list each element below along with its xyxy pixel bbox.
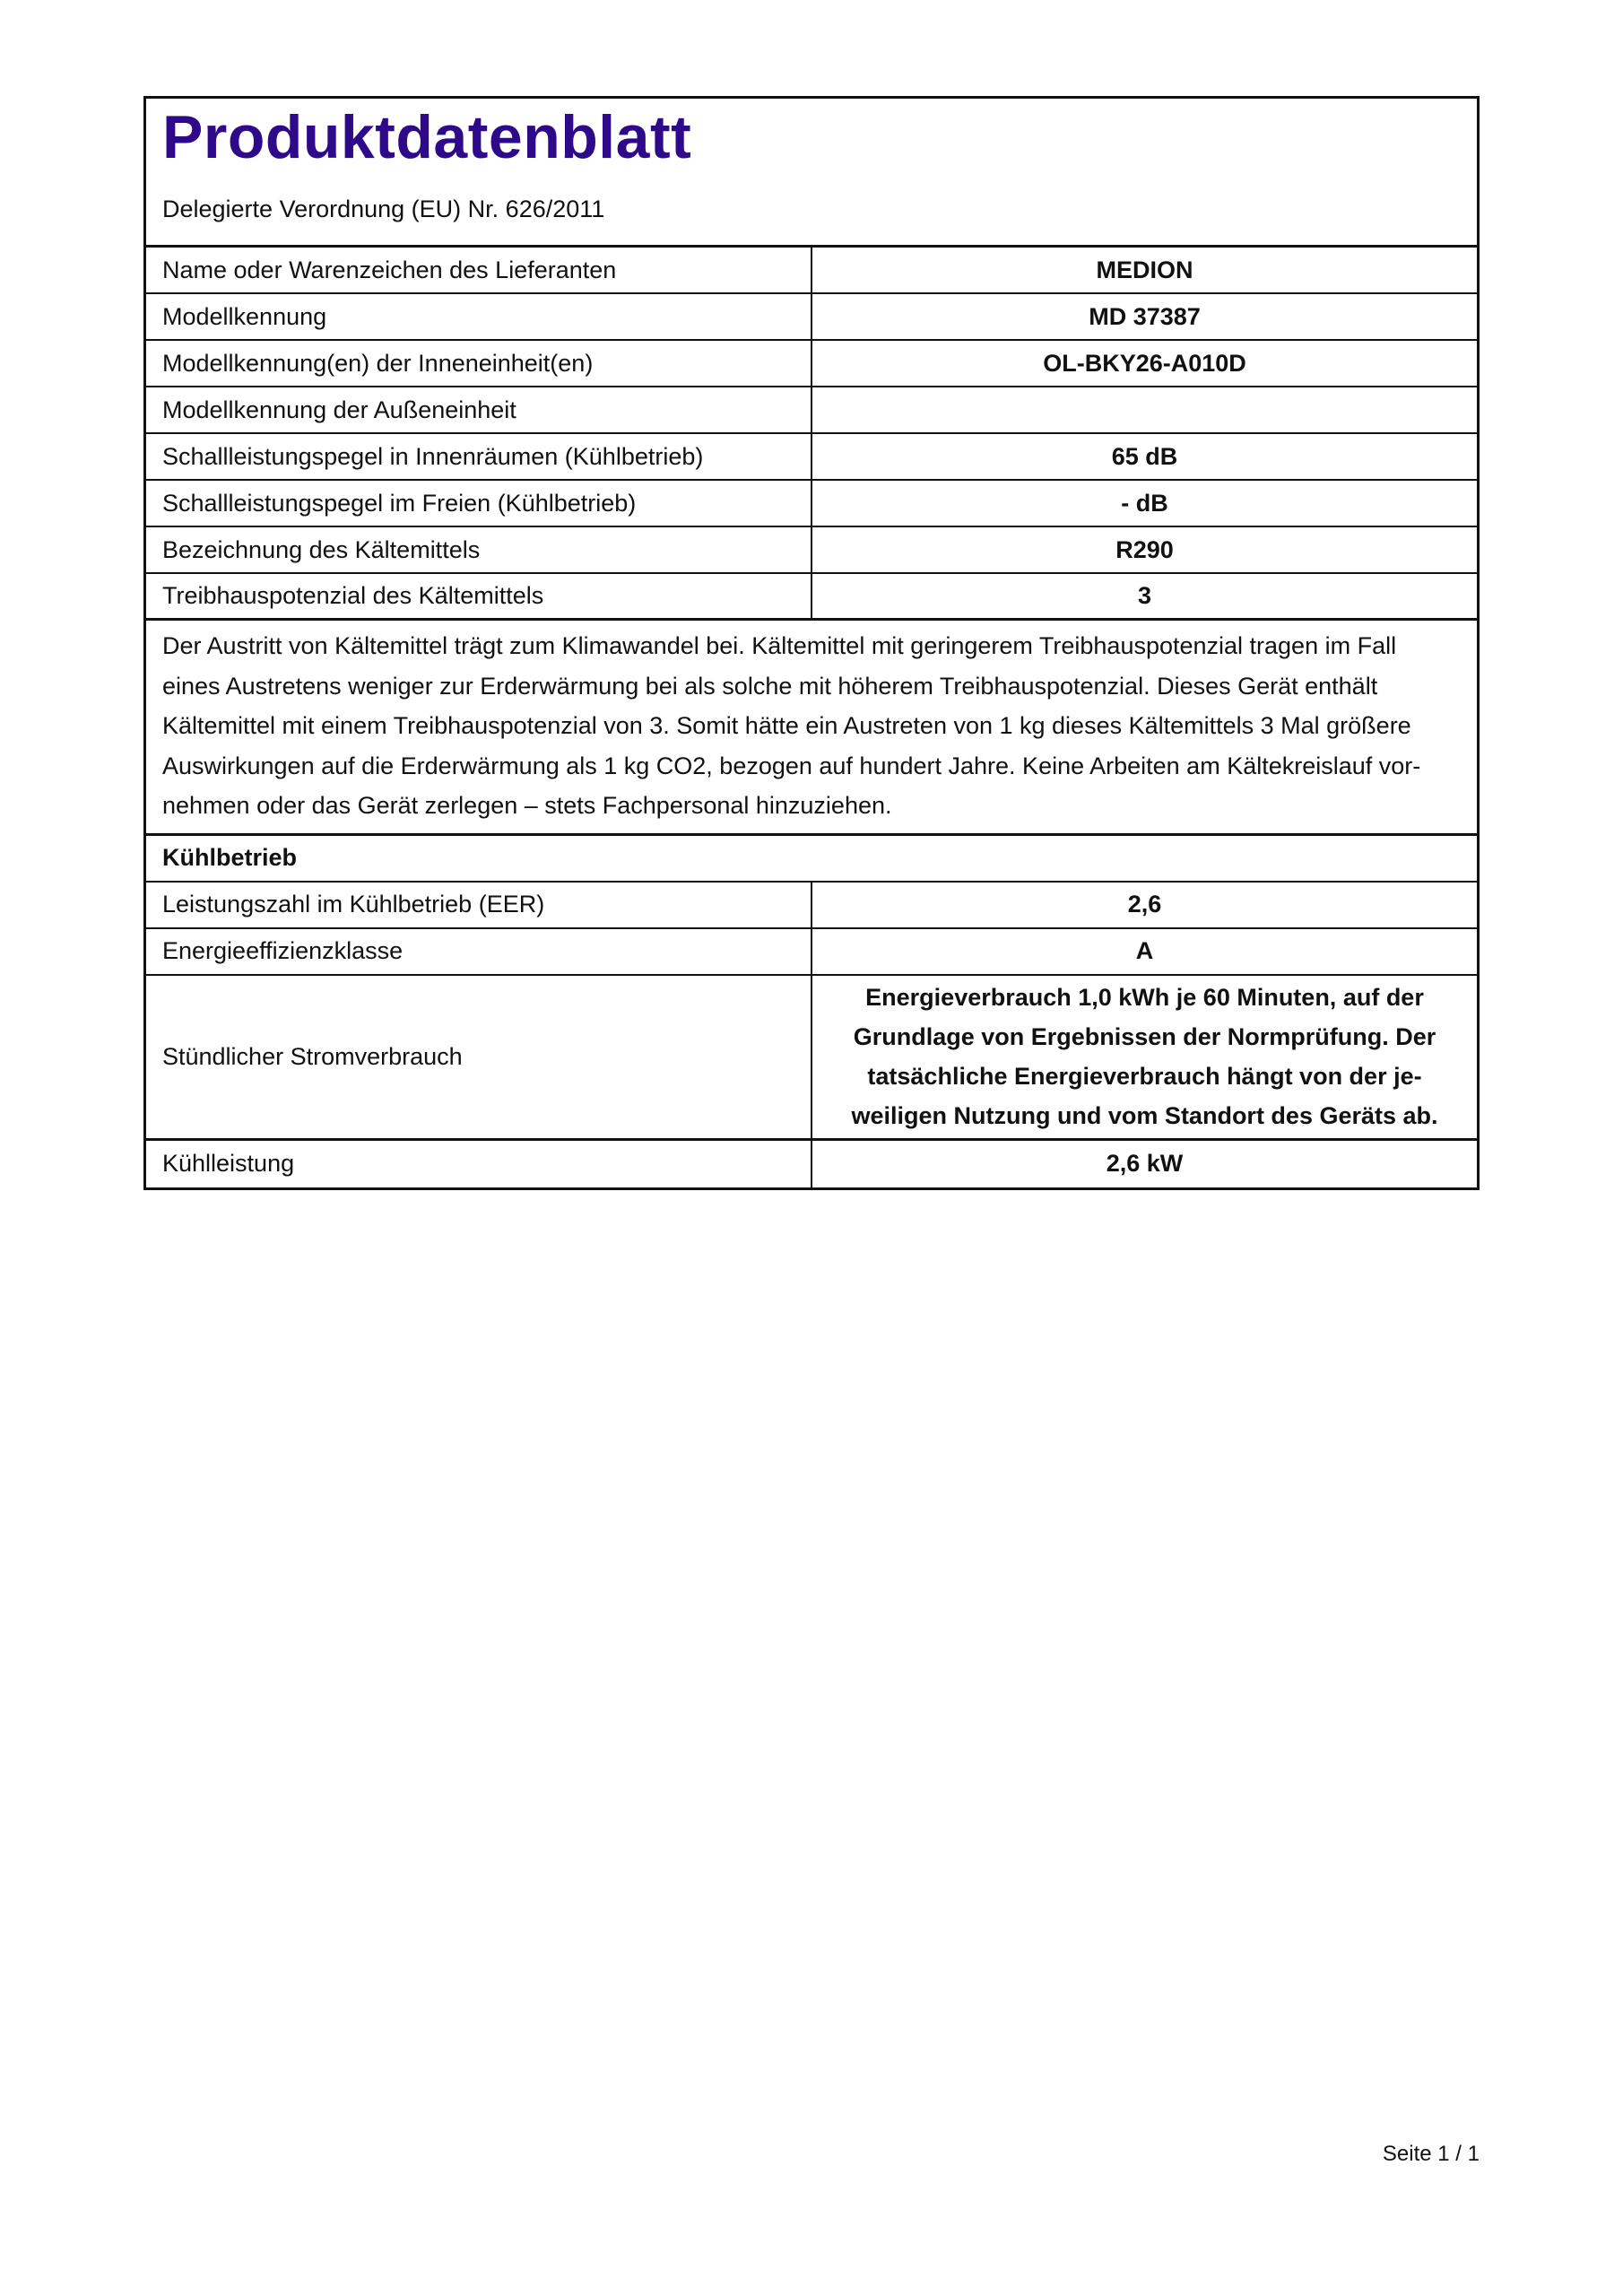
table-row-indoor-sound-level <box>146 434 1477 481</box>
row-value: 65 dB <box>1111 442 1178 470</box>
row-value: A <box>1135 937 1154 964</box>
row-label: Schallleistungspegel im Freien (Kühlbetrieb) <box>146 481 812 526</box>
row-label: Modellkennung <box>146 294 812 339</box>
table-row-outdoor-unit-id <box>146 387 1477 434</box>
row-value: 2,6 kW <box>1106 1150 1184 1177</box>
page-title: Produktdatenblatt <box>162 103 692 171</box>
table-row-refrigerant <box>146 527 1477 574</box>
table-row-outdoor-sound-level <box>146 481 1477 527</box>
row-value: MEDION <box>1096 256 1193 283</box>
row-value: OL-BKY26-A010D <box>1043 349 1246 377</box>
row-value: Energieverbrauch 1,0 kWh je 60 Minuten, auf der Grundlage von Ergebnissen der Normprüfung. Der tatsächliche Energieverbrauch hängt von der je-weiligen Nutzung und vom Standort des Geräts ab. <box>851 984 1438 1129</box>
table-row-cooling-capacity <box>146 1141 1477 1187</box>
row-label: Treibhauspotenzial des Kältemittels <box>146 574 812 618</box>
table-row-hourly-consumption <box>146 976 1477 1141</box>
row-label: Leistungszahl im Kühlbetrieb (EER) <box>146 883 812 927</box>
section-heading-cooling: Kühlbetrieb <box>146 836 1477 883</box>
row-label: Bezeichnung des Kältemittels <box>146 527 812 572</box>
sheet-header <box>146 99 1477 248</box>
table-row-supplier <box>146 248 1477 294</box>
row-label: Modellkennung(en) der Inneneinheit(en) <box>146 341 812 386</box>
table-row-eer <box>146 883 1477 929</box>
row-value <box>812 387 1477 432</box>
row-value: MD 37387 <box>1089 302 1201 330</box>
row-label: Stündlicher Stromverbrauch <box>146 976 812 1138</box>
table-row-model-id <box>146 294 1477 341</box>
page-number: Seite 1 / 1 <box>1382 2142 1480 2166</box>
row-label: Name oder Warenzeichen des Lieferanten <box>146 248 812 292</box>
row-label: Kühlleistung <box>146 1141 812 1187</box>
refrigerant-notice: Der Austritt von Kältemittel trägt zum Klimawandel bei. Kältemittel mit geringerem Treibhauspotenzial tragen im Fall eines Austretens weniger zur Erderwärmung bei als solche mit höherem Treibhauspotenzial. Dieses Gerät enthält Kältemittel mit einem Treibhauspotenzial von 3. Somit hätte ein Austreten von 1 kg dieses Kältemittels 3 Mal größere Auswirkungen auf die Erderwärmung als 1 kg CO2, bezogen auf hundert Jahre. Keine Arbeiten am Kältekreislauf vor-nehmen oder das Gerät zerlegen – stets Fachpersonal hinzuziehen. <box>146 621 1477 836</box>
row-value: 3 <box>1137 582 1152 609</box>
regulation-subtitle: Delegierte Verordnung (EU) Nr. 626/2011 <box>162 196 605 222</box>
row-value: R290 <box>1115 535 1174 563</box>
product-data-sheet <box>143 96 1480 1190</box>
row-value: - dB <box>1121 489 1168 517</box>
table-row-energy-class <box>146 929 1477 976</box>
table-row-indoor-unit-id <box>146 341 1477 387</box>
row-label: Modellkennung der Außeneinheit <box>146 387 812 432</box>
row-value: 2,6 <box>1127 891 1162 918</box>
row-label: Energieeffizienzklasse <box>146 929 812 974</box>
row-label: Schallleistungspegel in Innenräumen (Kühlbetrieb) <box>146 434 812 479</box>
table-row-gwp <box>146 574 1477 621</box>
